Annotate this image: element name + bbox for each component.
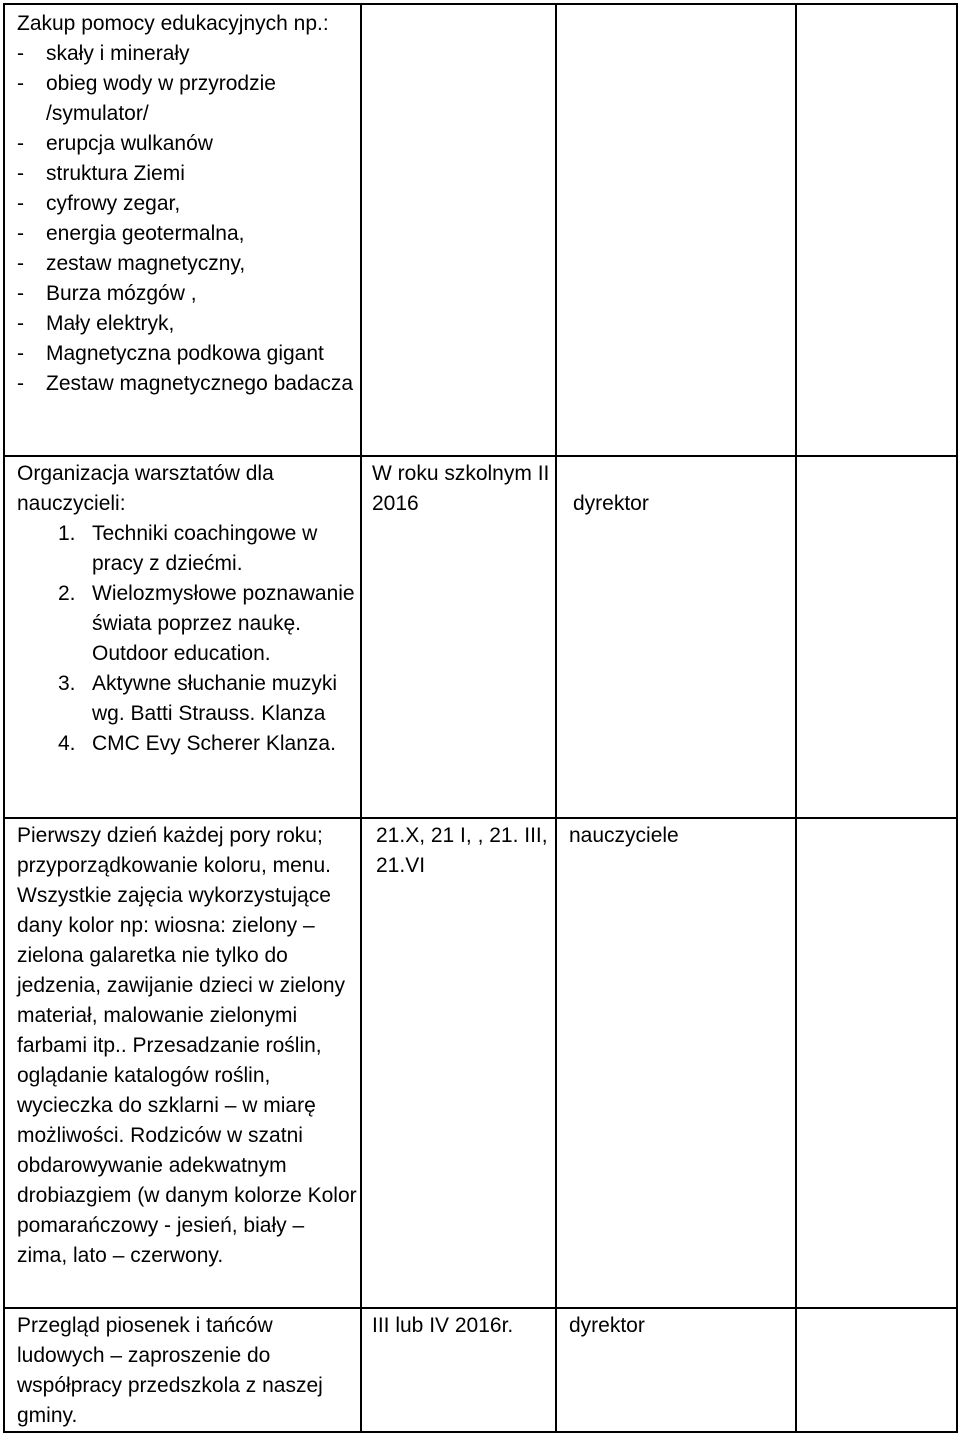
table-row (4, 818, 957, 1308)
aids-list (17, 39, 360, 399)
list-item: - zestaw magnetyczny, (17, 249, 360, 279)
term-cell (361, 456, 556, 818)
list-item (58, 729, 360, 759)
list-item: - skały i minerały (17, 39, 360, 69)
term-text: 21.X, 21 I, , 21. III, 21.VI (376, 824, 548, 877)
workshop-list (17, 519, 360, 759)
responsible-cell (556, 4, 796, 456)
task-cell (4, 1308, 361, 1432)
table-row (4, 456, 957, 818)
table-row (4, 1308, 957, 1432)
notes-text (797, 457, 956, 459)
list-item (58, 579, 360, 669)
notes-cell (796, 1308, 957, 1432)
notes-text (797, 819, 956, 821)
list-item (58, 669, 360, 729)
task-cell (4, 456, 361, 818)
task-description: Przegląd piosenek i tańców ludowych – zaproszenie do współpracy przedszkola z naszej gminy. (17, 1314, 323, 1427)
responsible-cell (556, 1308, 796, 1432)
list-text: Wielozmysłowe poznawanie świata poprzez naukę. Outdoor education. (92, 582, 355, 665)
notes-text (797, 5, 956, 7)
responsible-text (557, 5, 795, 7)
list-text: Techniki coachingowe w pracy z dziećmi. (92, 522, 318, 575)
list-number: 4. (58, 732, 76, 755)
list-number: 2. (58, 582, 76, 605)
task-description: Pierwszy dzień każdej pory roku; przyporządkowanie koloru, menu. Wszystkie zajęcia wykorzystujące dany kolor np: wiosna: zielony – zielona galaretka nie tylko do jedzenia, zawijanie dzieci w zielony materiał, malowanie zielonymi farbami itp.. Przesadzanie roślin, oglądanie katalogów roślin, wycieczka do szklarni – w miarę możliwości. Rodziców w szatni obdarowywanie adekwatnym drobiazgiem (w danym kolorze Kolor pomarańczowy - jesień, biały – zima, lato – czerwony. (17, 824, 357, 1267)
list-item: - Zestaw magnetycznego badacza (17, 369, 360, 399)
task-cell (4, 818, 361, 1308)
responsible-text: nauczyciele (569, 824, 679, 847)
table-row (4, 4, 957, 456)
plan-table (3, 3, 958, 1433)
responsible-cell (556, 818, 796, 1308)
notes-cell (796, 456, 957, 818)
task-cell (4, 4, 361, 456)
term-text: W roku szkolnym II 2016 (372, 462, 550, 515)
notes-cell (796, 818, 957, 1308)
term-text (362, 5, 555, 7)
list-item: - Burza mózgów , (17, 279, 360, 309)
term-cell (361, 1308, 556, 1432)
task-title: Organizacja warsztatów dla nauczycieli: (17, 462, 274, 515)
responsible-text: dyrektor (573, 492, 649, 515)
term-cell (361, 818, 556, 1308)
notes-text (797, 1309, 956, 1311)
list-item: - Magnetyczna podkowa gigant (17, 339, 360, 369)
responsible-text: dyrektor (569, 1314, 645, 1337)
list-item: - erupcja wulkanów (17, 129, 360, 159)
list-item: - energia geotermalna, (17, 219, 360, 249)
notes-cell (796, 4, 957, 456)
list-number: 1. (58, 522, 76, 545)
list-item: - obieg wody w przyrodzie /symulator/ (17, 69, 360, 129)
list-item: - struktura Ziemi (17, 159, 360, 189)
list-text: CMC Evy Scherer Klanza. (92, 732, 336, 755)
task-title: Zakup pomocy edukacyjnych np.: (17, 12, 329, 35)
term-text: III lub IV 2016r. (372, 1314, 514, 1337)
list-number: 3. (58, 672, 76, 695)
term-cell (361, 4, 556, 456)
list-item: - cyfrowy zegar, (17, 189, 360, 219)
list-item: - Mały elektryk, (17, 309, 360, 339)
responsible-cell (556, 456, 796, 818)
list-text: Aktywne słuchanie muzyki wg. Batti Strauss. Klanza (92, 672, 338, 725)
list-item (58, 519, 360, 579)
